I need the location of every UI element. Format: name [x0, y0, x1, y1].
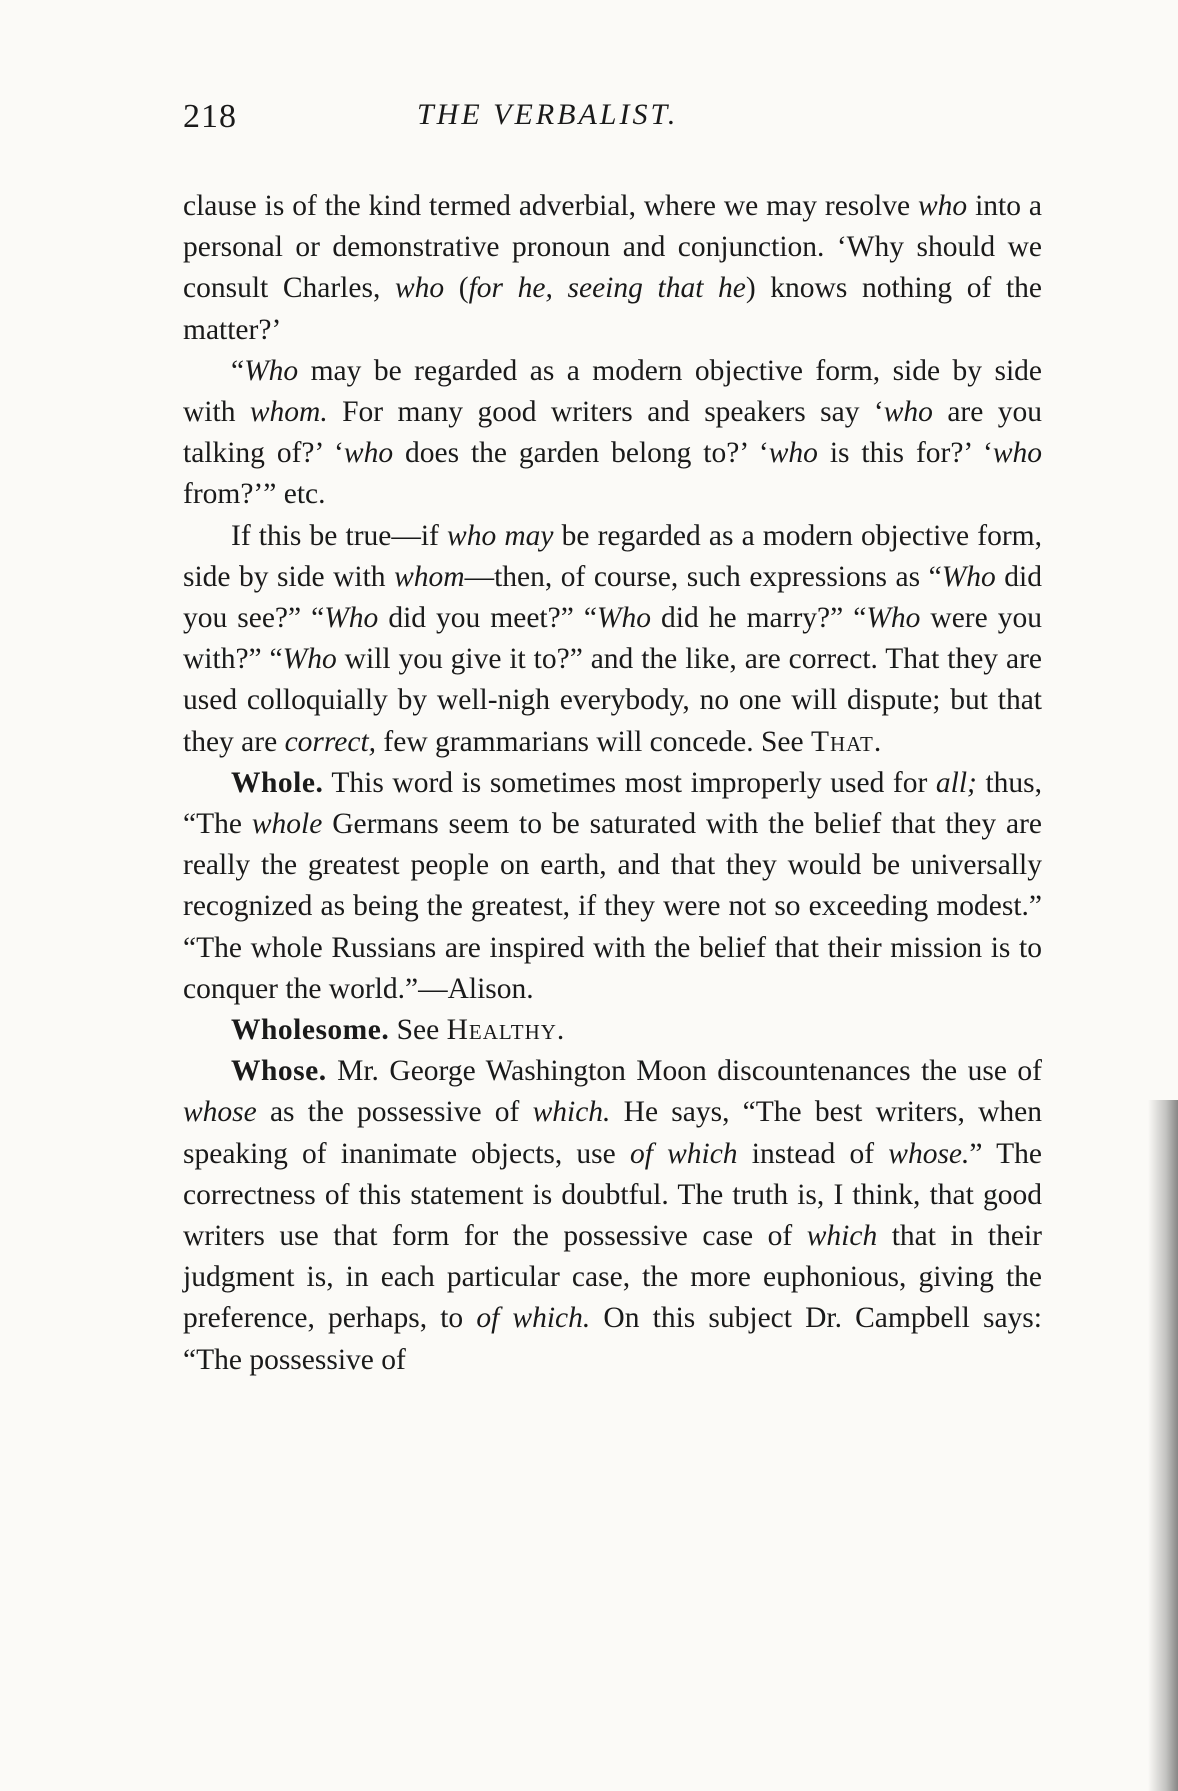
text-run: On this subject Dr. Campbell says: “The possessive of — [183, 1302, 1042, 1376]
text-run: If this be true—if — [231, 519, 448, 552]
text-run: —then, of course, such expressions as “ — [464, 560, 942, 593]
text-run: will you give it to?” and the like, are correct. That they are used colloquially by well-nigh everybody, no one will dispute; but that they are — [183, 643, 1042, 758]
entry-wholesome — [183, 1010, 1042, 1051]
italic-run: all; — [935, 766, 977, 799]
cross-reference: That. — [810, 725, 883, 758]
text-run: that in their judgment is, in each particular case, the more euphonious, giving the preference, perhaps, to — [183, 1220, 1042, 1335]
italic-run: who — [343, 437, 394, 470]
text-run: ) knows nothing of the matter?’ — [183, 272, 1042, 346]
text-run: clause is of the kind termed adverbial, where we may resolve — [183, 190, 918, 222]
page-edge-shadow — [1148, 1100, 1178, 1791]
italic-run: whole — [251, 808, 323, 841]
italic-run: Who — [596, 602, 651, 635]
italic-run: whose — [183, 1096, 257, 1129]
text-run: may be regarded as a modern objective form, side by side with — [183, 354, 1042, 429]
text-run: did you see?” “ — [183, 560, 1042, 635]
text-run: See — [389, 1014, 447, 1047]
italic-run: whom — [394, 560, 465, 593]
italic-run: whose. — [888, 1137, 970, 1170]
text-run: ( — [444, 272, 469, 305]
text-run: instead of — [737, 1137, 889, 1170]
italic-run: who — [394, 272, 445, 305]
paragraph-if-true — [183, 516, 1042, 763]
italic-run: Who — [866, 602, 921, 635]
cross-reference: Healthy. — [446, 1014, 566, 1047]
italic-run: Who — [282, 643, 337, 676]
italic-run: who — [883, 396, 933, 429]
text-run: This word is sometimes most improperly used for — [323, 766, 936, 799]
text-run: into a personal or demonstrative pronoun and conjunction. ‘Why should we consult Charles, — [183, 190, 1042, 305]
page-number: 218 — [183, 98, 237, 135]
italic-run: who may — [447, 519, 554, 552]
entry-headword: Whose. — [231, 1055, 327, 1088]
italic-run: which — [806, 1220, 878, 1253]
text-run: does the garden belong to?’ ‘ — [393, 437, 769, 470]
page-body — [183, 186, 1042, 1381]
entry-headword: Wholesome. — [231, 1014, 390, 1047]
text-run: did he marry?” “ — [651, 602, 867, 635]
text-run: For many good writers and speakers say ‘ — [327, 396, 884, 429]
italic-run: for he, seeing that he — [468, 272, 746, 305]
italic-run: Who — [941, 560, 996, 593]
text-run: did you meet?” “ — [378, 602, 597, 635]
text-run: Mr. George Washington Moon discountenances the use of — [326, 1055, 1042, 1088]
italic-run: who — [992, 437, 1042, 470]
text-run: He says, “The best writers, when speaking of inanimate objects, use — [183, 1096, 1042, 1170]
italic-run: Who — [324, 602, 379, 635]
page-header — [183, 98, 1043, 148]
text-run: were you with?” “ — [183, 602, 1042, 676]
paragraph-who-objective — [183, 351, 1042, 516]
text-run: “ — [231, 354, 245, 387]
text-run: thus, “The — [183, 766, 1042, 841]
text-run: be regarded as a modern objective form, side by side with — [183, 519, 1043, 593]
italic-run: of which — [629, 1137, 738, 1170]
italic-run: whom. — [249, 396, 328, 429]
italic-run: who — [768, 437, 818, 470]
entry-whole — [183, 763, 1042, 1010]
text-run: Germans seem to be saturated with the belief that they are really the greatest people on earth, and that they would be universally recognized as being the greatest, if they were not so exceeding modest.” “The whole Russians are inspired with the belief that their mission is to conquer the world.”—Alison. — [183, 808, 1042, 1005]
text-run: is this for?’ ‘ — [817, 437, 993, 470]
text-run: from?’” etc. — [183, 478, 326, 511]
text-run: few grammarians will concede. See — [376, 725, 811, 758]
italic-run: of which. — [476, 1302, 591, 1335]
italic-run: who — [917, 190, 968, 222]
text-run: ” The correctness of this statement is doubtful. The truth is, I think, that good writers use that form for the possessive case of — [183, 1137, 1043, 1253]
entry-whose — [183, 1051, 1042, 1381]
italic-run: Who — [244, 354, 299, 387]
text-run: are you talking of?’ ‘ — [183, 396, 1042, 470]
italic-run: which. — [532, 1096, 611, 1129]
text-run: as the possessive of — [256, 1096, 533, 1129]
paragraph-who-clause — [183, 186, 1042, 351]
entry-headword: Whole. — [231, 766, 324, 799]
italic-run: correct, — [284, 725, 377, 758]
running-title: THE VERBALIST. — [417, 98, 679, 131]
